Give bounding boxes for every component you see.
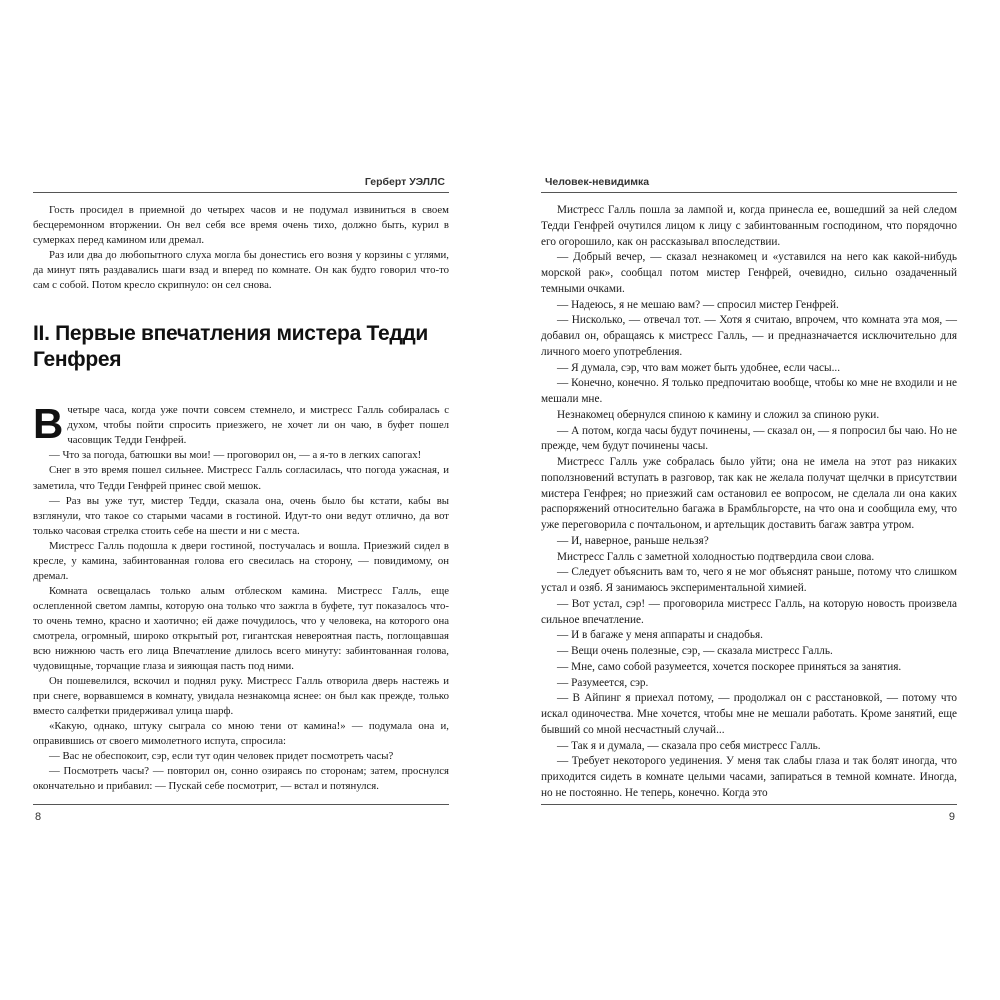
right-page-number: 9 [948,811,955,823]
left-header-author: Герберт УЭЛЛС [364,176,445,188]
right-paragraph: — Вот устал, сэр! — проговорила мистресс Галль, на которую новость произвела сильное впечатление. [541,597,957,626]
left-paragraph: Гость просидел в приемной до четырех часов и не подумал извиниться в своем бесцеремонном вторжении. Он вел себя все время очень тихо, должно быть, курил в сумерках перед камином или дремал. [33,204,449,247]
right-running-head [541,165,957,193]
left-paragraph: Мистресс Галль подошла к двери гостиной, постучалась и вошла. Приезжий сидел в кресле, у камина, забинтованная голова его свесилась на сторону, — повидимому, он дремал. [33,539,449,582]
right-paragraph: — И, наверное, раньше нельзя? [557,534,709,547]
right-paragraph: — Так я и думала, — сказала про себя мистресс Галль. [557,739,821,752]
left-paragraph: — Посмотреть часы? — повторил он, сонно озираясь по сторонам; затем, проснулся окончательно и прибавил: — Пускай себе посмотрит, — встал и потянулся. [33,765,449,793]
left-paragraph: Комната освещалась только алым отблеском камина. Мистресс Галль, еще ослепленной светом лампы, которую она только что зажгла в буфете, тут показалось что-то очень темно, красно и хаотично; ей даже почудилось, что у человека, на которого она смотрела, огромный, широко открытый рот, гигантская невероятная пасть, поглощавшая всю нижнюю часть его лица Впечатление длилось всего минуту: забинтованная голова, чудовищные, торчащие глаза и зияющая пасть под ними. [33,584,449,673]
left-page-number: 8 [35,811,42,823]
right-page-body [541,193,957,802]
left-paragraph: Раз или два до любопытного слуха могла бы донестись его возня у корзины с углями, да минут пять раздавались шаги взад и вперед по комнате. Он как будто говорил что-то сам с собой. Потом кресло скрипнуло: он сел снова. [33,249,449,292]
left-page-body [33,193,449,795]
first-paragraph-text: четыре часа, когда уже почти совсем стемнело, и мистресс Галль собиралась с духом, чтобы пойти спросить приезжего, не хочет ли он чаю, в буфет пошел часовщик Тедди Генфрей. [67,404,449,447]
right-paragraph: — Я думала, сэр, что вам может быть удобнее, если часы... [557,361,841,374]
left-paragraph: Он пошевелился, вскочил и поднял руку. Мистресс Галль отворила дверь настежь и при снеге, ворвавшемся в комнату, увидала незнакомца яснее: он был как прежде, только вместо салфетки придерживал улица шарф. [33,675,449,718]
left-footer [33,804,449,823]
chapter-first-paragraph [33,400,449,448]
left-running-head [33,165,449,193]
right-paragraph: Мистресс Галль пошла за лампой и, когда принесла ее, вошедший за ней следом Тедди Генфрей очутился лицом к лицу с забинтованным господином, что порядочно его огорошило, как он рассказывал впоследствии. [541,204,957,248]
right-paragraph: — Добрый вечер, — сказал незнакомец и «уставился на него как какой-нибудь морской рак», сообщал потом мистер Генфрей, очевидно, сильно озадаченный темными очками. [541,251,957,295]
chapter-title: II. Первые впечатления мистера Тедди Генфрея [33,322,429,372]
left-paragraph: — Раз вы уже тут, мистер Тедди, сказала она, очень было бы кстати, кабы вы взглянули, что такое со старыми часами в гостиной. Идут-то они ведут отлично, да вот только часовая стрелка стоить себе на шести и ни с места. [33,494,449,537]
right-paragraph: — Конечно, конечно. Я только предпочитаю вообще, чтобы ко мне не входили и не мешали мне. [541,377,957,405]
right-paragraph: Незнакомец обернулся спиною к камину и сложил за спиною руки. [557,408,880,421]
right-page [541,165,957,802]
right-paragraph: — И в багаже у меня аппараты и снадобья. [557,629,763,642]
right-footer [541,804,957,823]
drop-cap: В [33,400,64,448]
right-paragraph: — Мне, само собой разумеется, хочется поскорее приняться за занятия. [557,660,902,673]
left-paragraph: Снег в это время пошел сильнее. Мистресс Галль согласилась, что погода ужасная, и заметила, что Тедди Генфрей принес свой мешок. [33,464,449,492]
right-paragraph: — А потом, когда часы будут починены, — сказал он, — я попросил бы чаю. Но не прежде, чем будут починены часы. [541,424,957,453]
right-paragraph: — Разумеется, сэр. [557,676,649,689]
right-header-title: Человек-невидимка [545,176,650,188]
right-paragraph: Мистресс Галль уже собралась было уйти; она не имела на этот раз никаких поползновений вступать в разговор, так как не желала получат щелчки в присутствии мистера Генфрея; но приезжий сам остановил ее вопросом, не сделала ли она каких распоряжений относительно багажа в Брамбльгорсте, на что она и сообщила ему, что уже переговорила с почтальоном, и артельщик доставить багаж завтра утром. [541,456,957,531]
right-paragraph: — Надеюсь, я не мешаю вам? — спросил мистер Генфрей. [557,298,839,311]
right-paragraph: — Следует объяснить вам то, чего я не мог объяснят раньше, потому что слишком устал и озяб. Я занимаюсь экспериментальной химией. [541,566,957,594]
left-paragraph: — Вас не обеспокоит, сэр, если тут один человек придет посмотреть часы? [49,750,394,763]
left-paragraph: — Что за погода, батюшки вы мои! — проговорил он, — а я-то в легких сапогах! [49,449,422,462]
left-paragraph: «Какую, однако, штуку сыграла со мною тени от камина!» — подумала она и, оправившись от своего мимолетного испута, спросила: [33,720,449,748]
right-paragraph: Мистресс Галль с заметной холодностью подтвердила свои слова. [557,550,875,563]
right-paragraph: — Нисколько, — отвечал тот. — Хотя я считаю, впрочем, что комната эта моя, — добавил он, обращаясь к мистресс Галль, — и предназначается исключительно для личного моего употребления. [541,314,957,358]
left-page [33,165,449,795]
right-paragraph: — Требует некоторого уединения. У меня так слабы глаза и так болят иногда, что приходится сидеть в комнате целыми часами, запираться в темной комнате. Иногда, но не постоянно. Не теперь, конечно. Когда это [541,755,957,799]
right-paragraph: — В Айпинг я приехал потому, — продолжал он с расстановкой, — потому что искал одиночества. Мне хочется, чтобы мне не мешали работать. Кроме занятий, еще бывший со мной несчастный случай... [541,692,957,736]
right-paragraph: — Вещи очень полезные, сэр, — сказала мистресс Галль. [557,645,833,657]
